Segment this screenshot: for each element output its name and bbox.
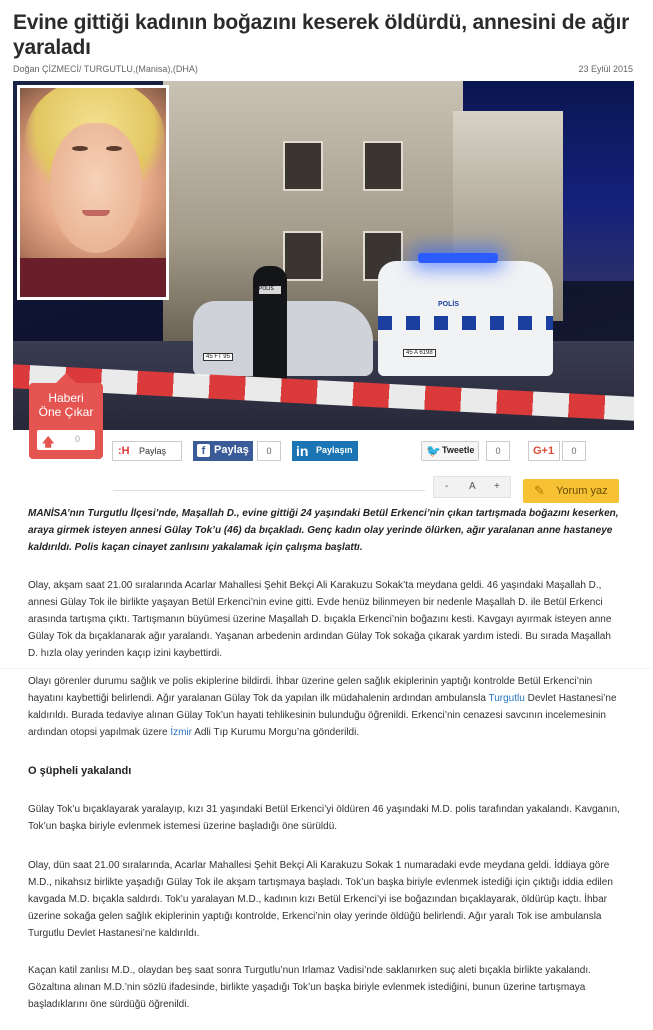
inset-face [50,123,142,253]
share-googleplus-button[interactable] [528,441,560,461]
share-eh-button[interactable] [112,441,182,461]
building-window [363,141,403,191]
van-plate: 45 A 6198 [403,349,436,357]
van-police-label: POLİS [438,301,460,308]
paragraph-text: Devlet Hastanesi’ne kaldırıldı. Burada tedaviye alınan Gülay Tok’un hayati tehlikesinin bulunduğu öğrenildi. Erkenci’nin cenazesi savcının incelemesinin ardından otopsi yapılmak üzere [28,693,617,738]
article-paragraph [28,673,623,741]
feature-upvote-button[interactable] [37,430,95,450]
share-facebook-button[interactable] [193,441,253,461]
siren-light [418,253,498,263]
font-increase-button[interactable]: + [494,481,500,492]
car-plate: 45 FT 95 [203,353,233,361]
building-window [283,141,323,191]
twitter-bird-icon: 🐦 [426,444,441,458]
facebook-share-count: 0 [257,441,281,461]
tag-link-izmir[interactable]: İzmir [170,727,192,738]
article-paragraph: Gülay Tok’u bıçaklayarak yaralayıp, kızı 31 yaşındaki Betül Erkenci’yi öldüren 46 yaşındaki M.D. polis tarafından yakalandı. Kavganın, Tok’un başka biriyle evlenmek istemesi üzerine başladığı öne sürüldü. [28,804,620,832]
article-paragraph: Kaçan katil zanlısı M.D., olaydan beş saat sonra Turgutlu’nun Irlamaz Vadisi’nde saklanırken suç aleti bıçakla birlikte yakalandı. Gözaltına alınan M.D.’nin sözlü ifadesinde, birlikte yaşadığı Tok’un başka biriyle evlenmek istediğini, bunun üzerine tartışmaya başladıklarını öne sürdüğü öğrenildi. [28,965,591,1010]
inset-mouth [82,210,110,216]
feature-news-box [29,383,103,459]
inset-eye [72,146,88,151]
inset-eye [106,146,122,151]
content-fold-line [0,668,653,669]
article-meta [13,64,633,74]
article-paragraph: Olay, dün saat 21.00 sıralarında, Acarlar Mahallesi Şehit Bekçi Ali Karakuzu Sokak 1 numaradaki evde meydana geldi. İddiaya göre M.D., nikahsız birlikte yaşadığı Gülay Tok ile akşam tartışmaya başladı. Tok’un başka biriyle evlenmek istediği için çıktığı iddia edilen kavgada M.D. bıçakla saldırdı. Tok’u yaralayan M.D., kadının kızı Betül Erkenci’yi ise boğazından bıçaklayarak, öldürüp kaçtı. İhbar üzerine sokağa gelen sağlık ekiplerinin yaptığı kontrolde, Erkenci’nin olay yerinde öldüğü belirlendi. Ağır yaralı Tok ise ambulansla Turgutlu Devlet Hastanesi’ne kaldırıldı. [28,860,613,939]
write-comment-label: Yorum yaz [556,485,608,497]
paragraph-text: Adli Tıp Kurumu Morgu’na gönderildi. [191,727,360,738]
share-linkedin-label: Paylaşın [316,445,353,455]
article-lead: MANİSA’nın Turgutlu İlçesi’nde, Maşallah D., evine gittiği 24 yaşındaki Betül Erkenci’nin çıkan tartışmada boğazını keserken, araya girmek isteyen annesi Gülay Tok’u (46) da bıçakladı. Genç kadın olay yerinde ölürken, ağır yaralanan anne hastaneye kaldırıldı. Polis kaçan cinayet zanlısını yakalamak için çalışma başlattı. [28,508,619,553]
googleplus-icon: G+1 [533,445,555,457]
share-facebook-label: Paylaş [214,444,249,456]
article-title: Evine gittiği kadının boğazını keserek öldürdü, annesini de ağır yaraladı [13,11,630,59]
font-size-tools [433,476,511,498]
pencil-icon: ✎ [534,483,545,498]
feature-label-line1: Haberi [48,391,84,405]
officer-badge: POLİS [259,286,281,294]
linkedin-icon: in [296,443,309,459]
hero-officer [253,266,287,386]
publish-date: 23 Eylül 2015 [578,64,633,74]
toolbar-divider [113,490,425,491]
share-twitter-button[interactable] [421,441,479,461]
googleplus-share-count: 0 [562,441,586,461]
inset-shirt [20,258,169,300]
building-window [283,231,323,281]
font-decrease-button[interactable]: - [445,481,449,492]
victim-inset-photo [17,85,169,300]
share-eh-label: Paylaş [139,446,167,456]
feature-label-line2: Öne Çıkar [38,405,94,419]
share-linkedin-button[interactable] [292,441,358,461]
arrow-up-icon: 🡅 [42,435,55,449]
feature-count: 0 [75,434,81,444]
van-stripe [378,316,553,330]
byline: Doğan ÇİZMECİ/ TURGUTLU,(Manisa),(DHA) [13,64,198,74]
hero-police-van [378,261,553,376]
twitter-share-count: 0 [486,441,510,461]
tag-link-turgutlu[interactable]: Turgutlu [488,693,525,704]
hero-image[interactable] [13,81,634,430]
paragraph-text: Olayı görenler durumu sağlık ve polis ekiplerine bildirdi. İhbar üzerine gelen sağlık ekiplerinin yaptığı kontrolde Betül Erkenci’nin hayatını kaybettiği belirlendi. Ağır yaralanan Gülay Tok da yapılan ilk müdahalenin ardından ambulansla [28,676,593,704]
article-paragraph: Olay, akşam saat 21.00 sıralarında Acarlar Mahallesi Şehit Bekçi Ali Karakuzu Sokak’ta meydana geldi. 46 yaşındaki Maşallah D., annesi Gülay Tok ile birlikte yaşayan Betül Erkenci’nin evine gitti. Evde henüz bilinmeyen bir nedenle Maşallah D. ile Betül Erkenci arasında tartışma çıktı. Tartışmanın büyümesi üzerine Maşallah D. bıçakla Erkenci’nin boğazını kesti. Kavgayı ayırmak isteyen anne Gülay Tok da bıçaklanarak ağır yaralandı. Yaşanan arbedenin ardından Gülay Tok sokağa çıkarak yardım istedi. Bu sırada Maşallah D. hızla olay yerinden kaçıp izini kaybettirdi. [28,580,612,659]
article-subheading: O şüpheli yakalandı [28,765,132,777]
eh-logo-icon: :H [118,445,130,457]
write-comment-button[interactable] [523,479,619,503]
font-reset-button[interactable]: A [469,481,476,492]
feature-label [29,383,103,419]
facebook-icon: f [197,444,210,457]
share-twitter-label: Tweetle [442,445,475,455]
